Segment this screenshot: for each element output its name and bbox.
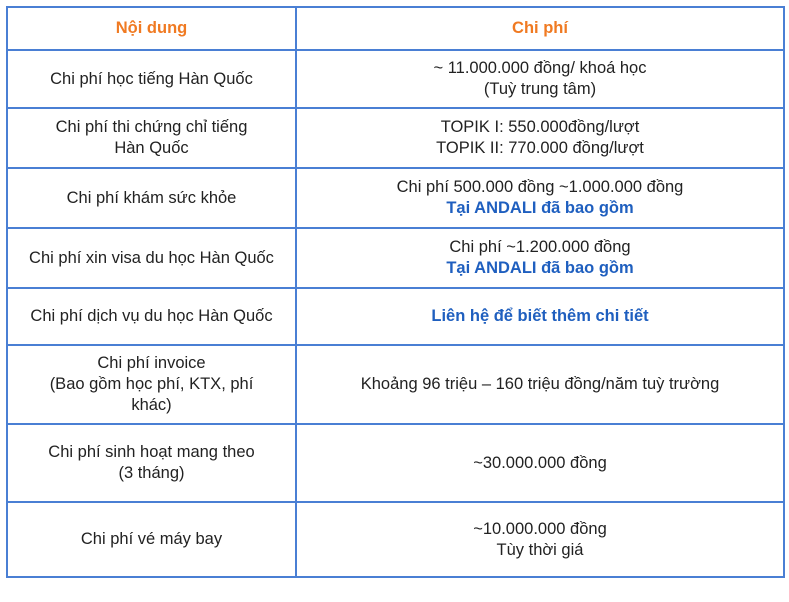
table-header-row [7,7,784,50]
content-text: Chi phí khám sức khỏe [66,188,237,207]
content-text: (3 tháng) [118,464,185,482]
cost-cell [296,502,784,577]
table-row [7,228,784,288]
content-text: Chi phí vé máy bay [80,530,223,548]
header-content: Nội dung [7,7,296,50]
content-text: Chi phí thi chứng chỉ tiếng [55,118,248,136]
content-cell [7,228,296,288]
content-text: Chi phí invoice [97,354,206,372]
content-text: Chi phí xin visa du học Hàn Quốc [29,248,274,267]
content-cell [7,108,296,168]
content-cell [7,502,296,577]
cost-cell [296,50,784,108]
table-row [7,108,784,168]
cost-text: Khoảng 96 triệu – 160 triệu đồng/năm tuỳ trường [360,375,720,393]
content-text: Hàn Quốc [114,139,189,157]
content-cell [7,424,296,502]
content-text: Chi phí dịch vụ du học Hàn Quốc [30,307,273,325]
cost-text: TOPIK I: 550.000đồng/lượt [440,118,640,136]
table-row [7,50,784,108]
content-text: (Bao gồm học phí, KTX, phí [49,375,254,393]
table-row [7,288,784,345]
contact-for-details-link[interactable]: Liên hệ để biết thêm chi tiết [431,307,649,325]
cost-cell [296,345,784,424]
table-row [7,168,784,228]
andali-included-note: Tại ANDALI đã bao gồm [446,259,634,277]
cost-text: Tùy thời giá [496,540,584,559]
cost-cell [296,288,784,345]
content-cell [7,345,296,424]
cost-text: Chi phí ~1.200.000 đồng [449,238,631,256]
study-cost-table [6,6,785,578]
cost-text: TOPIK II: 770.000 đồng/lượt [436,139,644,157]
cost-cell [296,168,784,228]
content-cell [7,168,296,228]
content-cell [7,288,296,345]
header-cost: Chi phí [296,7,784,50]
content-cell [7,50,296,108]
cost-text: ~10.000.000 đồng [473,519,607,538]
cost-cell [296,228,784,288]
table-row [7,424,784,502]
table-row [7,502,784,577]
cost-text: ~30.000.000 đồng [473,453,607,472]
cost-table-container [6,6,785,578]
cost-text: (Tuỳ trung tâm) [483,80,597,98]
content-text: khác) [131,396,172,414]
cost-text: Chi phí 500.000 đồng ~1.000.000 đồng [396,178,684,196]
content-text: Chi phí học tiếng Hàn Quốc [50,69,253,88]
cost-cell [296,424,784,502]
cost-cell [296,108,784,168]
andali-included-note: Tại ANDALI đã bao gồm [446,199,634,217]
cost-text: ~ 11.000.000 đồng/ khoá học [433,59,647,77]
table-row [7,345,784,424]
content-text: Chi phí sinh hoạt mang theo [48,443,255,461]
